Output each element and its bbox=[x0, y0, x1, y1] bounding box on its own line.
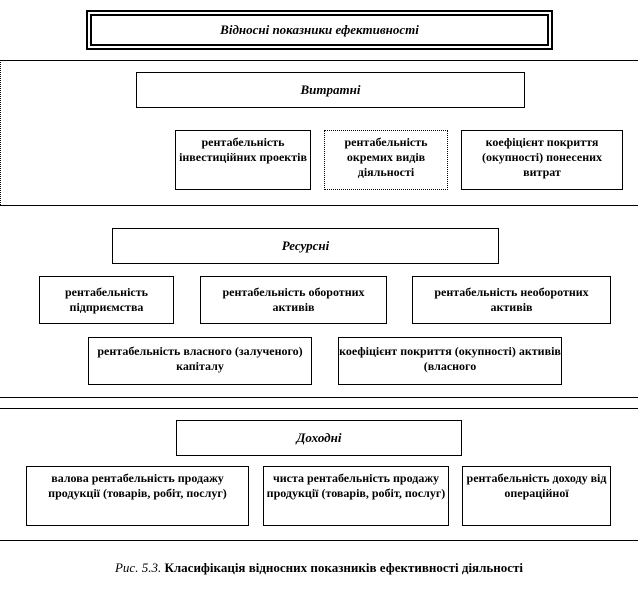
resources-item-2 bbox=[200, 276, 387, 324]
income-item-3 bbox=[462, 466, 611, 526]
resources-item-1 bbox=[39, 276, 174, 324]
costs-item-1-label: рентабельність інвестиційних проектів bbox=[179, 135, 307, 164]
resources-item-3-label: рентабельність необоротних активів bbox=[434, 285, 589, 314]
costs-top-line bbox=[0, 60, 638, 61]
resources-item-5-label: коефіцієнт покриття (окупності) активів (власного bbox=[339, 344, 561, 373]
caption-text: Класифікація відносних показників ефективності діяльності bbox=[164, 560, 524, 575]
income-item-1-label: валова рентабельність продажу продукції (товарів, робіт, послуг) bbox=[48, 471, 227, 500]
income-item-1 bbox=[26, 466, 249, 526]
costs-item-2 bbox=[324, 130, 448, 190]
costs-group-box bbox=[136, 72, 525, 108]
costs-item-3-label: коефіцієнт покриття (окупності) понесених витрат bbox=[481, 135, 603, 179]
income-item-2-label: чиста рентабельність продажу продукції (товарів, робіт, послуг) bbox=[266, 471, 446, 500]
resources-item-1-label: рентабельність підприємства bbox=[64, 285, 148, 314]
costs-item-1 bbox=[175, 130, 311, 190]
diagram-title: Відносні показники ефективності bbox=[220, 22, 419, 37]
figure-caption bbox=[0, 560, 638, 576]
income-group-label: Доходні bbox=[296, 430, 342, 445]
resources-item-2-label: рентабельність оборотних активів bbox=[222, 285, 365, 314]
title-inner-frame bbox=[90, 14, 549, 46]
resources-bottom-line bbox=[0, 397, 638, 398]
resources-item-5 bbox=[338, 337, 562, 385]
income-item-2 bbox=[263, 466, 449, 526]
costs-left-line bbox=[0, 60, 1, 205]
costs-group-label: Витратні bbox=[300, 82, 361, 97]
income-bottom-line bbox=[0, 540, 638, 541]
costs-item-2-label: рентабельність окремих видів діяльності bbox=[344, 135, 428, 179]
income-top-line bbox=[0, 408, 638, 409]
costs-bottom-line bbox=[0, 205, 638, 206]
resources-item-4 bbox=[88, 337, 312, 385]
resources-item-3 bbox=[412, 276, 611, 324]
income-item-3-label: рентабельність доходу від операційної bbox=[466, 471, 607, 500]
income-group-box bbox=[176, 420, 462, 456]
resources-item-4-label: рентабельність власного (залученого) капіталу bbox=[97, 344, 303, 373]
resources-group-box bbox=[112, 228, 499, 264]
costs-item-3 bbox=[461, 130, 623, 190]
caption-prefix: Рис. 5.3. bbox=[114, 560, 162, 575]
resources-group-label: Ресурсні bbox=[281, 238, 330, 253]
